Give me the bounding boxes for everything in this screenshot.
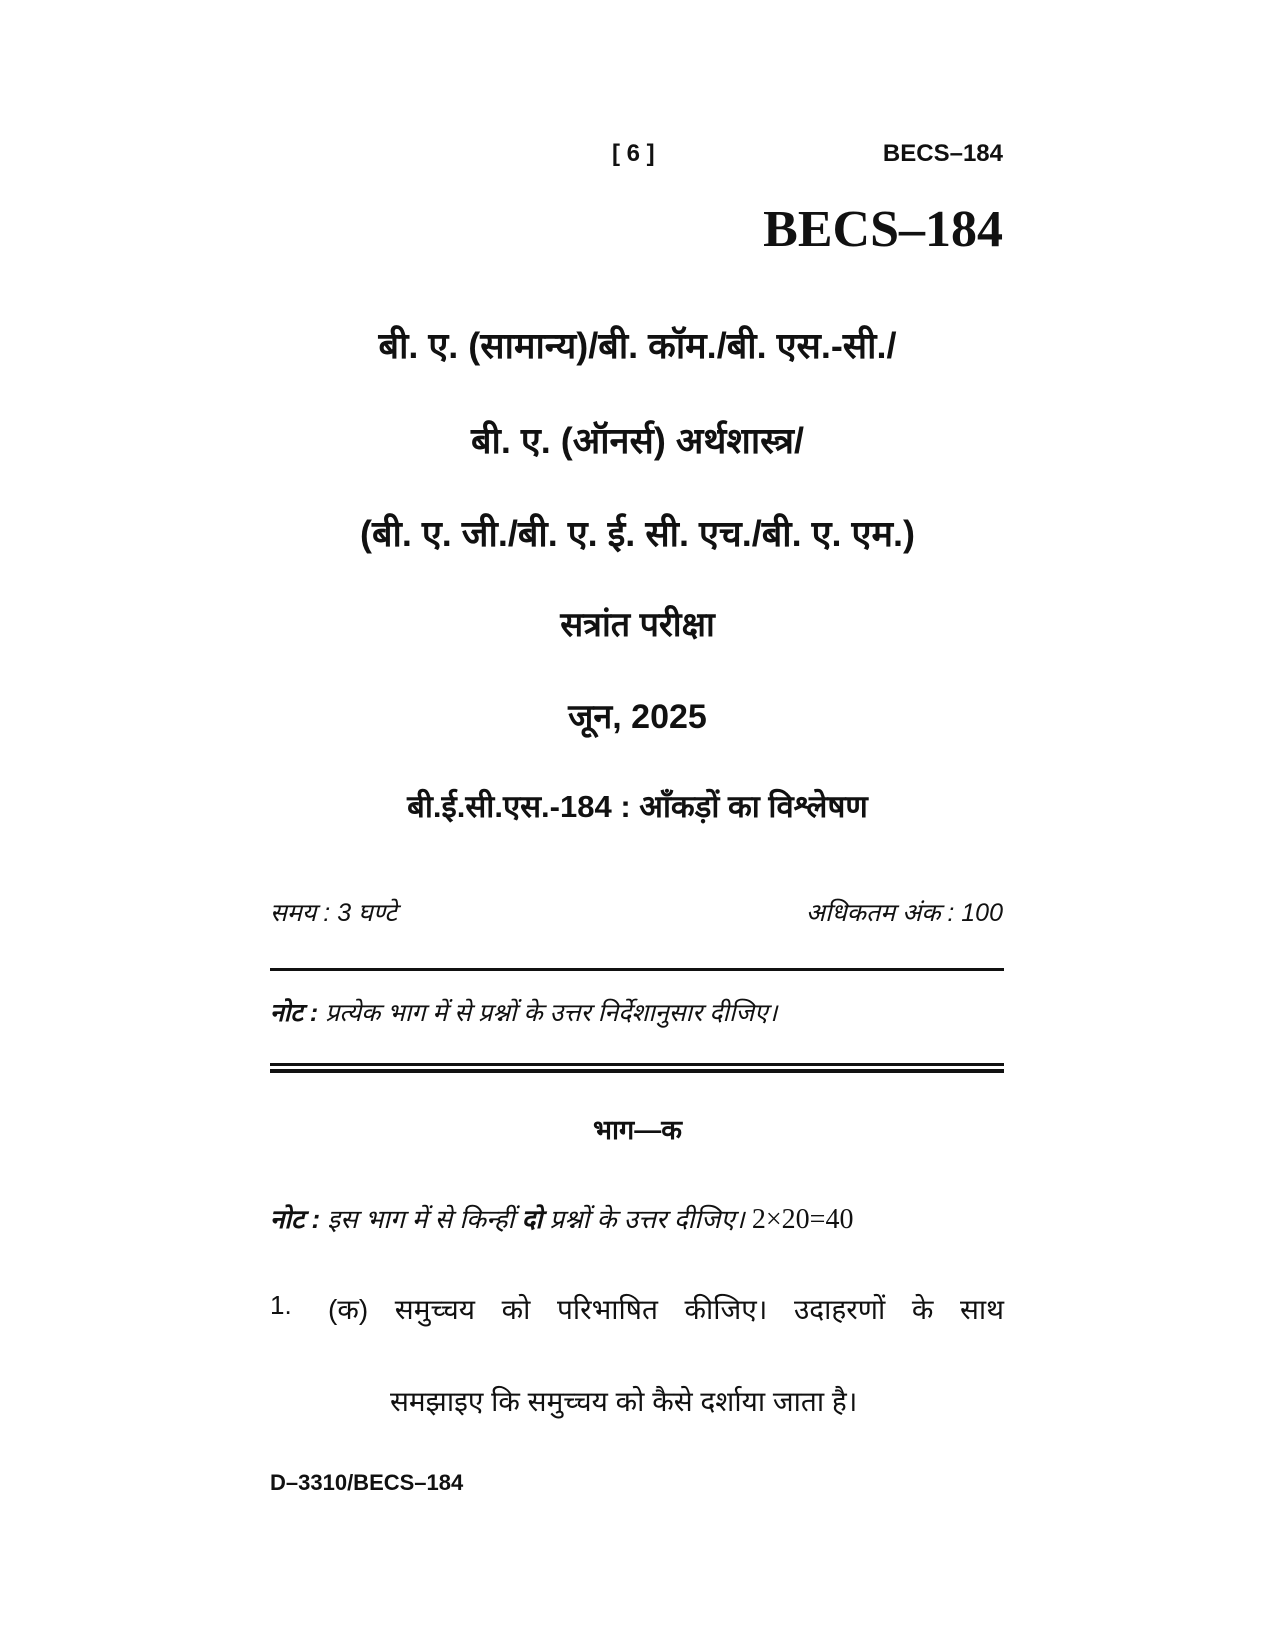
section-note-text-after: प्रश्नों के उत्तर दीजिए। <box>549 1204 745 1234</box>
question-text-line-1 <box>328 1290 1004 1328</box>
question-number: 1. <box>270 1290 292 1320</box>
section-note-text: इस भाग में से किन्हीं <box>327 1204 515 1234</box>
programmes-line-1: बी. ए. (सामान्य)/बी. कॉम./बी. एस.-सी./ <box>378 325 897 366</box>
question-part: (क) <box>328 1294 369 1325</box>
general-note <box>270 995 777 1029</box>
course-code-title: BECS–184 <box>763 201 1003 258</box>
note-text: प्रत्येक भाग में से प्रश्नों के उत्तर निर्देशानुसार दीजिए। <box>325 999 778 1027</box>
double-rule-top <box>270 1063 1004 1066</box>
question-line-1: समुच्चय को परिभाषित कीजिए। उदाहरणों के साथ <box>394 1294 1005 1325</box>
section-marks: 2×20=40 <box>751 1204 854 1235</box>
section-note-emphasis: दो <box>521 1204 543 1234</box>
note-label: नोट : <box>270 999 319 1027</box>
section-note <box>270 1200 853 1236</box>
programmes-line-2: बी. ए. (ऑनर्स) अर्थशास्त्र/ <box>470 420 805 461</box>
max-marks: अधिकतम अंक : 100 <box>805 899 1003 927</box>
double-rule-bottom <box>270 1069 1004 1073</box>
header-course-code: BECS–184 <box>882 140 1003 167</box>
divider-rule <box>270 968 1004 971</box>
page-number: [ 6 ] <box>612 140 655 167</box>
programmes-line-3: (बी. ए. जी./बी. ए. ई. सी. एच./बी. ए. एम.) <box>360 513 915 554</box>
footer-code: D–3310/BECS–184 <box>270 1470 464 1495</box>
exam-name: सत्रांत परीक्षा <box>560 606 715 644</box>
exam-session: जून, 2025 <box>568 698 707 736</box>
section-title: भाग—क <box>593 1115 682 1145</box>
exam-time: समय : 3 घण्टे <box>270 899 398 927</box>
question-text-line-2: समझाइए कि समुच्चय को कैसे दर्शाया जाता है। <box>390 1386 858 1417</box>
course-title: बी.ई.सी.एस.-184 : आँकड़ों का विश्लेषण <box>407 789 868 824</box>
section-note-label: नोट : <box>270 1204 321 1234</box>
